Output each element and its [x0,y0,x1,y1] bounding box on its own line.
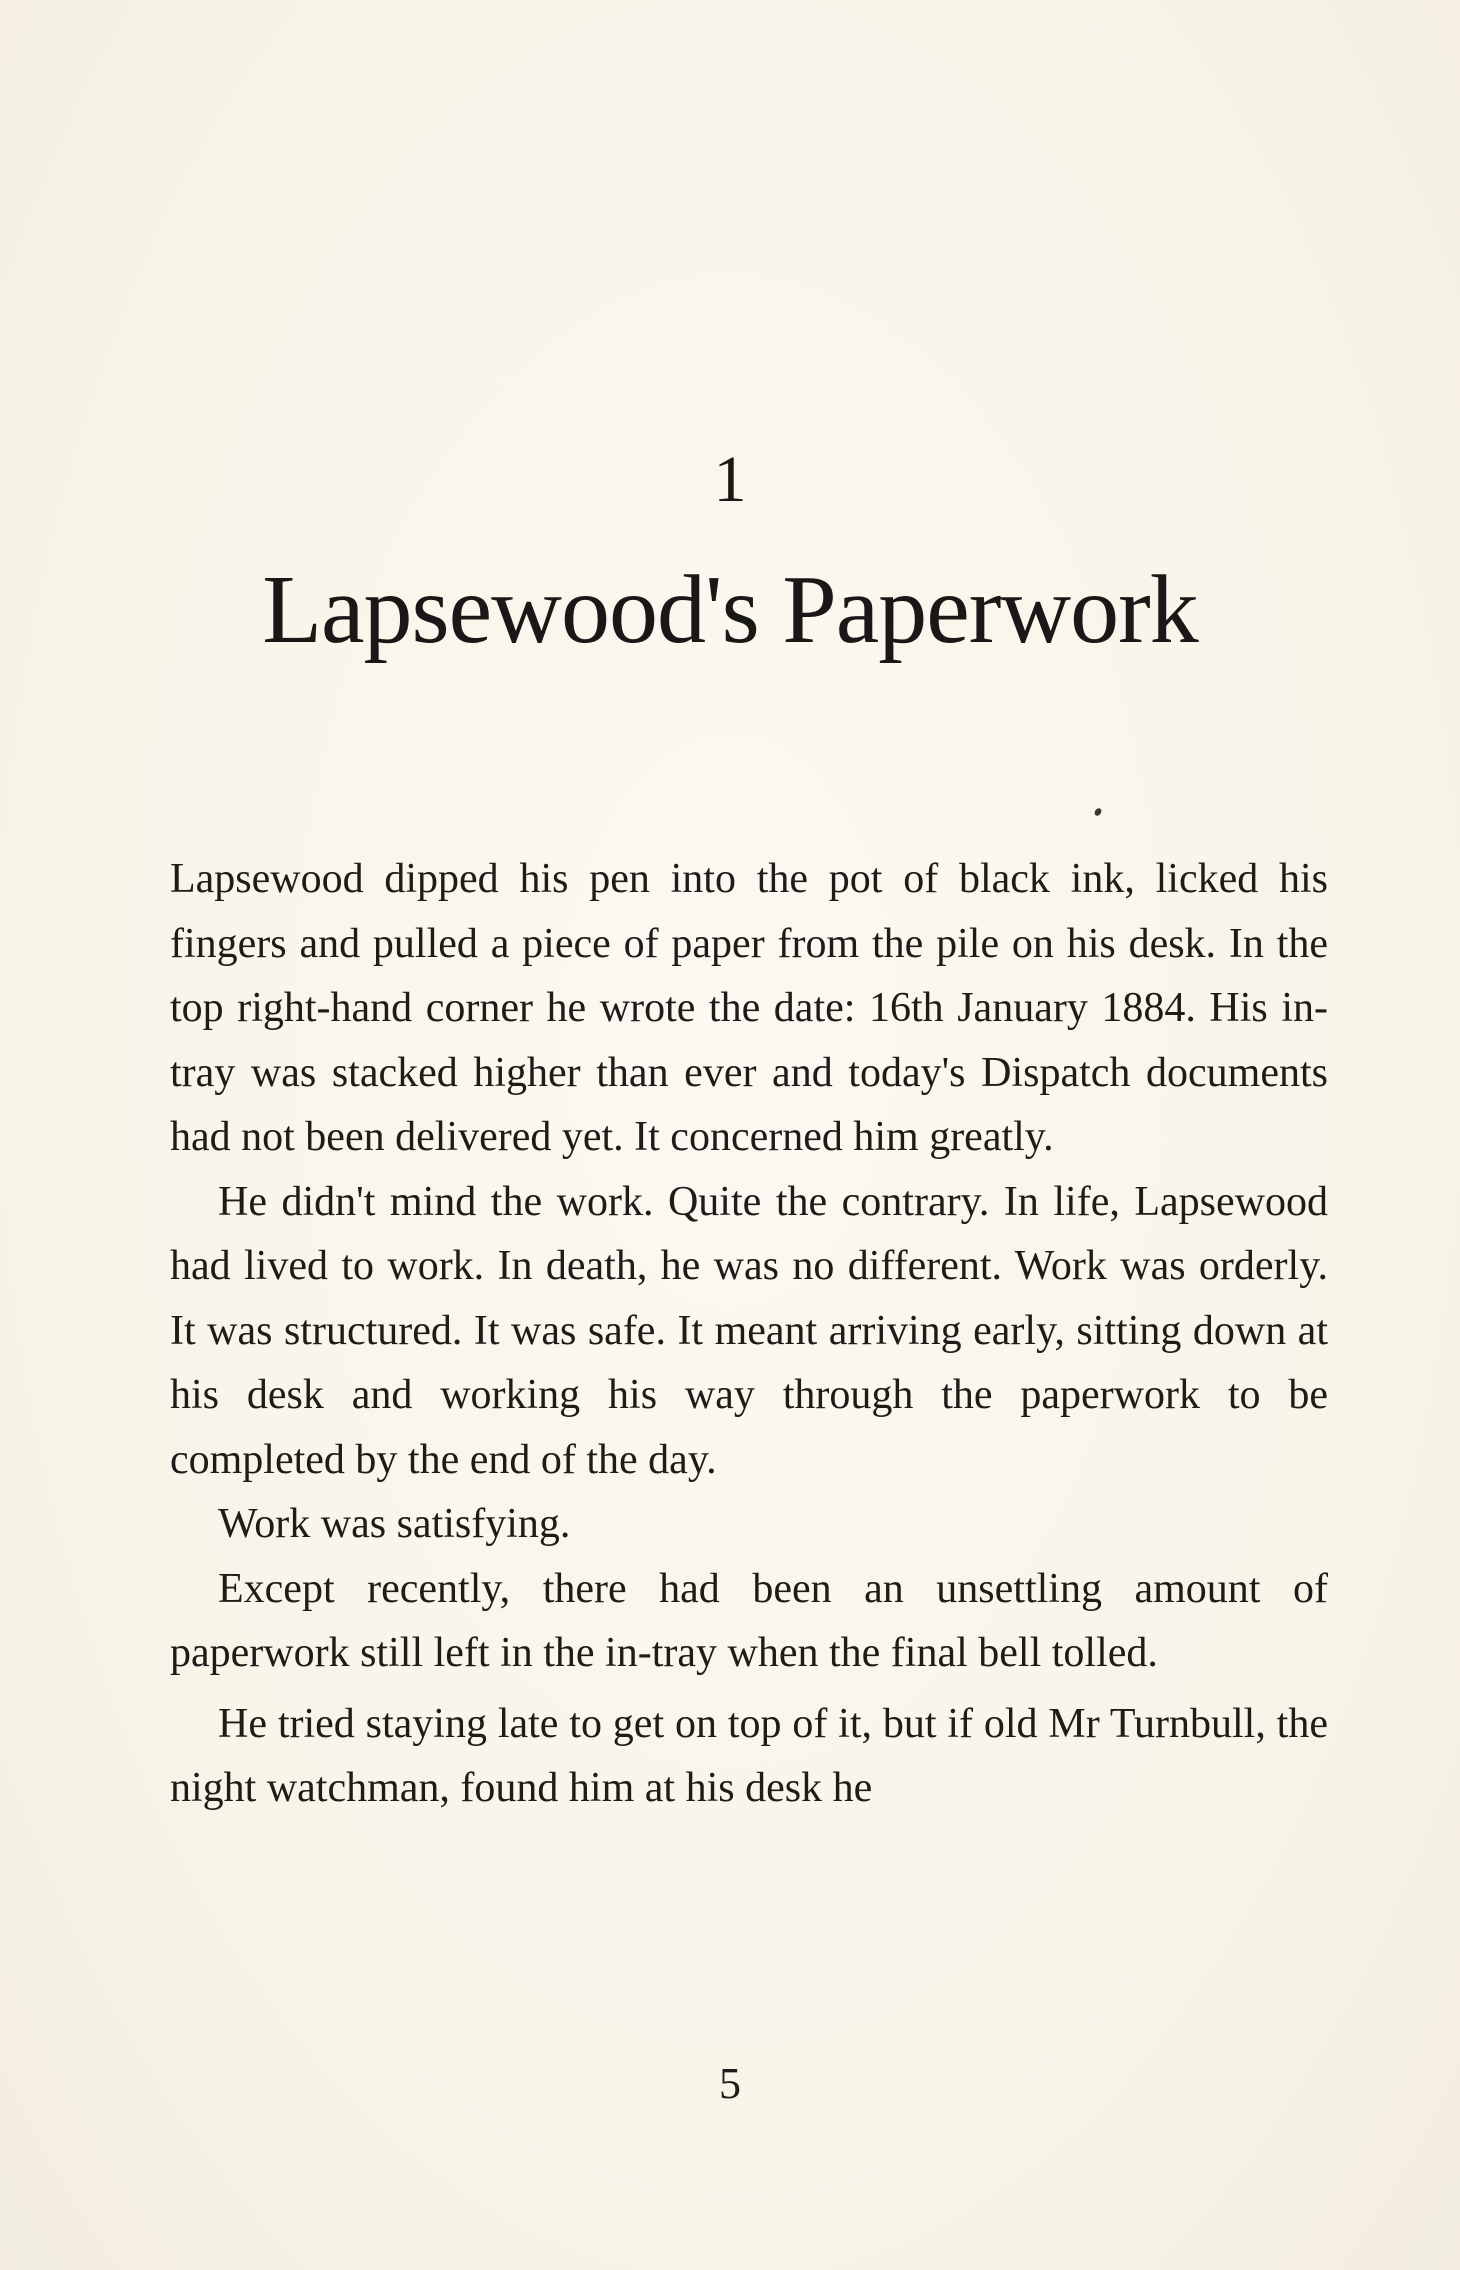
chapter-title: Lapsewood's Paperwork [262,556,1198,664]
chapter-body [170,847,1328,1821]
paragraph: He didn't mind the work. Quite the contrary. In life, Lapsewood had lived to work. In death, he was no different. Work was orderly. It was structured. It was safe. It meant arriving early, sitting down at his desk and working his way through the paperwork to be completed by the end of the day. [170,1178,1328,1483]
paragraph: Lapsewood dipped his pen into the pot of black ink, licked his fingers and pulled a piece of paper from the pile on his desk. In the top right-hand corner he wrote the date: 16th January 1884. His in-tray was stacked higher than ever and today's Dispatch documents had not been delivered yet. It concerned him greatly. [170,856,1328,1160]
page-number: 5 [719,2059,741,2108]
paragraph: Except recently, there had been an unsettling amount of paperwork still left in the in-tray when the final bell tolled. [170,1565,1328,1676]
chapter-number: 1 [713,443,747,516]
paragraph: Work was satisfying. [218,1501,571,1547]
paragraph: He tried staying late to get on top of it, but if old Mr Turnbull, the night watchman, found him at his desk he [170,1700,1328,1811]
ink-speck [1093,807,1103,817]
